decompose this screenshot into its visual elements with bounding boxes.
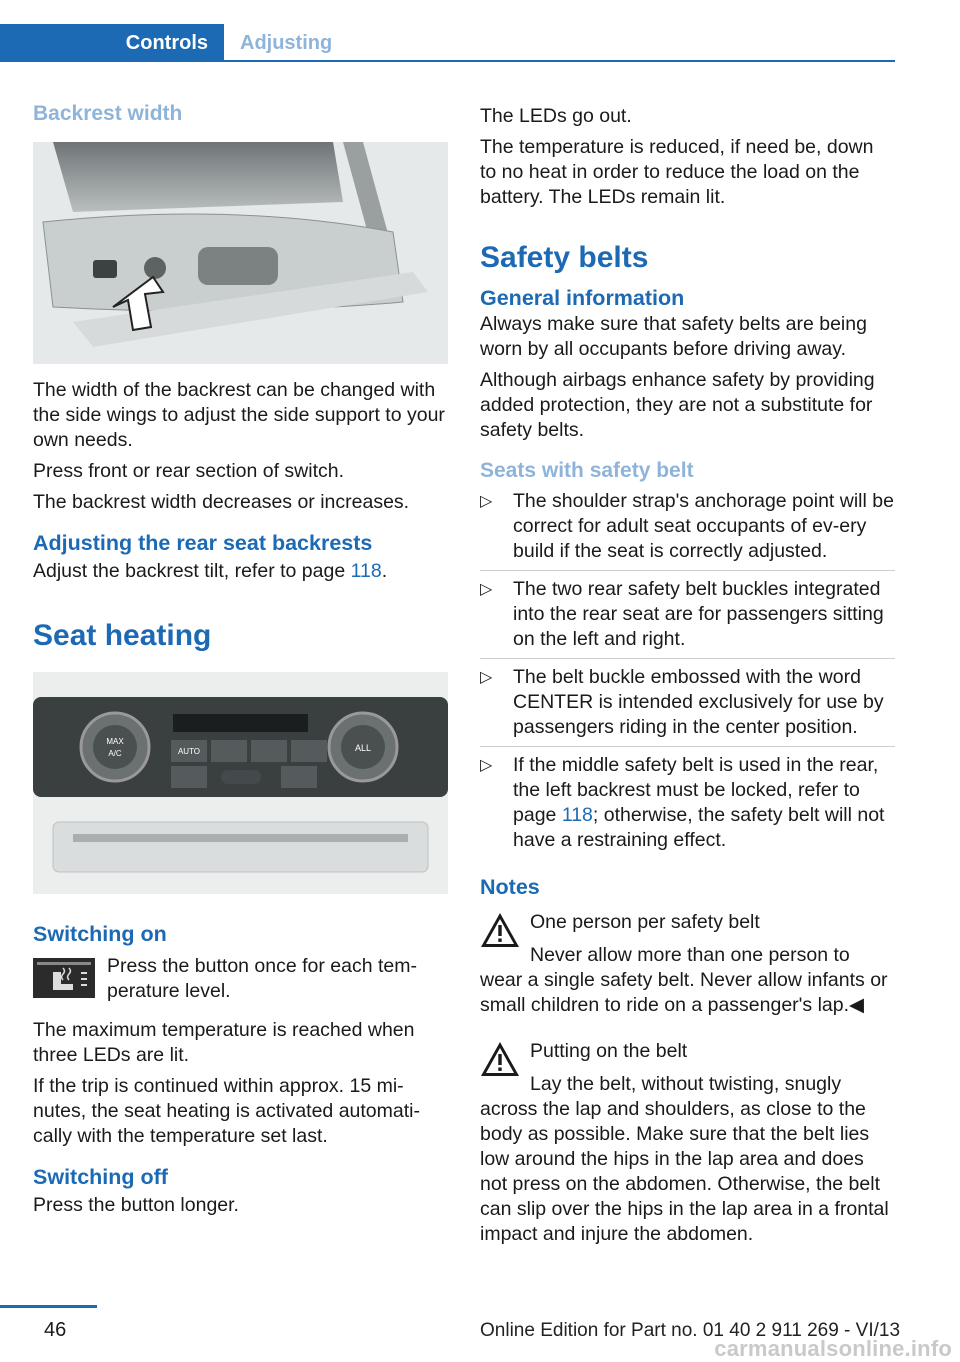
note2-text: Lay the belt, without twisting, snugly across the lap and shoulders, as close to the body as possible. Make sure that the belt lies low around the hips in the lap area and does not press on the abdomen. Otherwise, the belt can slip over the hips in the lap area in a frontal impact and injure the abdomen. [480, 1073, 889, 1245]
edition-text: Online Edition for Part no. 01 40 2 911 269 - VI/13 [480, 1320, 901, 1341]
note-putting-on [480, 1036, 895, 1247]
list-item [480, 489, 895, 564]
switching-on-block [33, 954, 448, 1004]
page-number: 46 [44, 1319, 67, 1341]
general-p1: Always make sure that safety belts are being worn by all occupants before driving away. [480, 313, 867, 360]
list-item [480, 577, 895, 652]
seat-heating-title: Seat heating [33, 619, 212, 652]
backrest-p1: The width of the backrest can be changed with the side wings to adjust the side support to your own needs. [33, 379, 445, 451]
rear-backrest-text [33, 559, 448, 584]
page-link-118[interactable]: 118 [561, 804, 593, 826]
seats-belt-heading: Seats with safety belt [480, 459, 694, 482]
climate-panel-illustration [33, 672, 448, 894]
divider [480, 570, 895, 571]
switching-off-heading: Switching off [33, 1165, 168, 1189]
seat-switch-figure [33, 142, 448, 364]
belt-bullet-list [480, 489, 895, 853]
bullet-text: The belt buckle embossed with the word CENTER is intended exclusively for use by passengers riding in the center position. [513, 666, 884, 738]
bullet-arrow-icon: ▷ [480, 493, 493, 510]
bullet-text-end: ; otherwise, the safety belt will not have a restraining effect. [513, 804, 885, 851]
list-item [480, 753, 895, 853]
rear-text-end: . [381, 560, 388, 582]
page-link-118[interactable]: 118 [350, 560, 382, 582]
panel-auto-label: AUTO [177, 747, 201, 756]
panel-max-label: MAX [106, 737, 124, 746]
temp-reduced-text: The temperature is reduced, if need be, down to no heat in order to reduce the load on the battery. The LEDs remain lit. [480, 136, 874, 208]
notes-heading: Notes [480, 875, 540, 899]
bullet-arrow-icon: ▷ [480, 757, 493, 774]
safety-belts-title: Safety belts [480, 241, 649, 274]
bullet-text: The two rear safety belt buckles integrated into the rear seat are for passengers sitting on the left and right. [513, 578, 884, 650]
rear-text: Adjust the backrest tilt, refer to page [33, 560, 351, 582]
general-info-heading: General information [480, 286, 685, 310]
warning-triangle-icon [480, 1040, 520, 1078]
note-one-person [480, 907, 895, 1018]
note1-title: One person per safety belt [530, 911, 760, 933]
right-column [480, 104, 895, 1247]
page-header [0, 0, 895, 62]
note2-title: Putting on the belt [530, 1040, 688, 1062]
switching-on-text: Press the button once for each tem-perature level. [107, 955, 418, 1002]
climate-panel-figure [33, 672, 448, 894]
seat-heating-icon [33, 958, 95, 998]
max-temp-text: The maximum temperature is reached when three LEDs are lit. [33, 1019, 415, 1066]
bullet-text: If the middle safety belt is used in the rear, the left backrest must be locked, refer to page [513, 754, 879, 826]
divider [480, 746, 895, 747]
switching-on-heading: Switching on [33, 922, 167, 946]
header-rule [224, 60, 895, 62]
seat-switch-illustration [33, 142, 448, 364]
switching-off-text: Press the button longer. [33, 1194, 239, 1216]
bullet-arrow-icon: ▷ [480, 669, 493, 686]
bullet-arrow-icon: ▷ [480, 581, 493, 598]
warning-triangle-icon [480, 911, 520, 949]
divider [480, 658, 895, 659]
backrest-p2: Press front or rear section of switch. [33, 460, 345, 482]
backrest-p3: The backrest width decreases or increases. [33, 491, 410, 513]
note1-text: Never allow more than one person to wear a single safety belt. Never allow infants or small children to ride on a passenger's lap.◀ [480, 944, 888, 1016]
tab-adjusting[interactable]: Adjusting [240, 31, 333, 54]
watermark-text: carmanualsonline.info [714, 1336, 952, 1361]
trip-text: If the trip is continued within approx. 15 mi-nutes, the seat heating is activated automati-cally with the temperature set last. [33, 1075, 420, 1147]
panel-all-label: ALL [354, 743, 372, 753]
list-item [480, 665, 895, 740]
footer-rule [0, 1305, 97, 1308]
rear-backrest-heading: Adjusting the rear seat backrests [33, 531, 373, 555]
general-p2: Although airbags enhance safety by providing added protection, they are not a substitute for safety belts. [480, 369, 875, 441]
leds-out-text: The LEDs go out. [480, 105, 632, 127]
left-column [33, 100, 448, 1218]
bullet-text: The shoulder strap's anchorage point will be correct for adult seat occupants of ev-ery build if the seat is correctly adjusted. [513, 490, 894, 562]
backrest-width-heading: Backrest width [33, 102, 183, 125]
tab-controls[interactable]: Controls [0, 24, 224, 62]
panel-ac-label: A/C [108, 749, 122, 758]
